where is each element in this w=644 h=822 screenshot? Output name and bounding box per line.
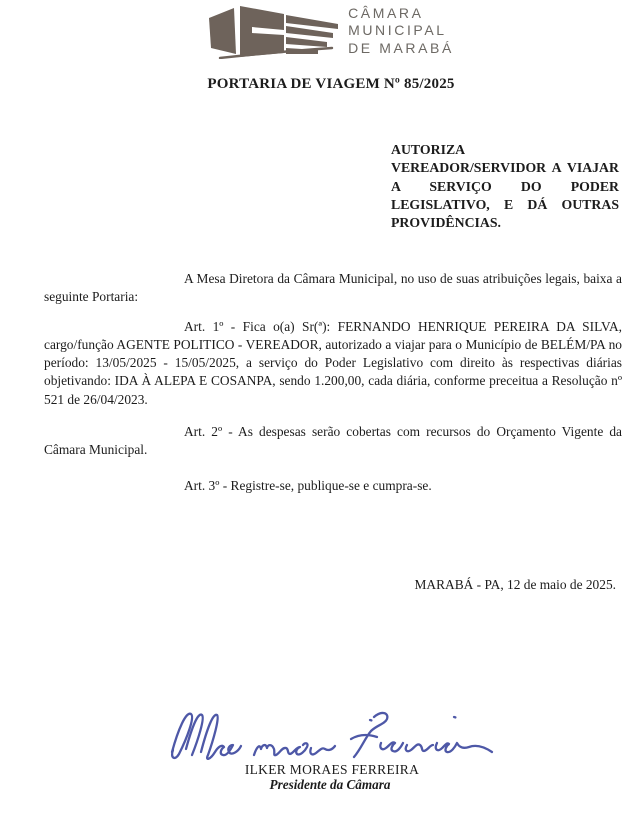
paragraph-art2: Art. 2º - As despesas serão cobertas com recursos do Orçamento Vigente da Câmara Municipal.: [44, 424, 622, 458]
document-body: [44, 270, 622, 495]
paragraph-art3: Art. 3º - Registre-se, publique-se e cumpra-se.: [184, 477, 432, 493]
signer-role: Presidente da Câmara: [269, 777, 391, 792]
document-header: [9, 3, 644, 59]
summary-ementa: AUTORIZA VEREADOR/SERVIDOR A VIAJAR A SERVIÇO DO PODER LEGISLATIVO, E DÁ OUTRAS PROVIDÊNCIAS.: [391, 142, 619, 231]
org-name-line1: CÂMARA: [348, 4, 424, 21]
org-name: [348, 5, 454, 58]
document-title: PORTARIA DE VIAGEM Nº 85/2025: [207, 76, 455, 92]
org-name-line2: MUNICIPAL: [348, 22, 447, 39]
handwritten-signature-ink: [158, 702, 503, 764]
signer-name: ILKER MORAES FERREIRA: [244, 762, 420, 777]
camara-building-logo-icon: [208, 3, 338, 59]
paragraph-art1: Art. 1º - Fica o(a) Sr(ª): FERNANDO HENRIQUE PEREIRA DA SILVA, cargo/função AGENTE POLITICO - VEREADOR, autorizado a viajar para o Município de BELÉM/PA no período: 13/05/2025 - 15/05/2025, a serviço do Poder Legislativo com direito às respectivas diárias objetivando: IDA À ALEPA E COSANPA, sendo 1.200,00, cada diária, conforme preceitua a Resolução nº 521 de 26/04/2023.: [44, 318, 622, 407]
paragraph-preamble: A Mesa Diretora da Câmara Municipal, no uso de suas atribuições legais, baixa a seguinte Portaria:: [44, 271, 622, 305]
org-name-line3: DE MARABÁ: [348, 39, 454, 56]
place-dateline: MARABÁ - PA, 12 de maio de 2025.: [414, 577, 616, 592]
